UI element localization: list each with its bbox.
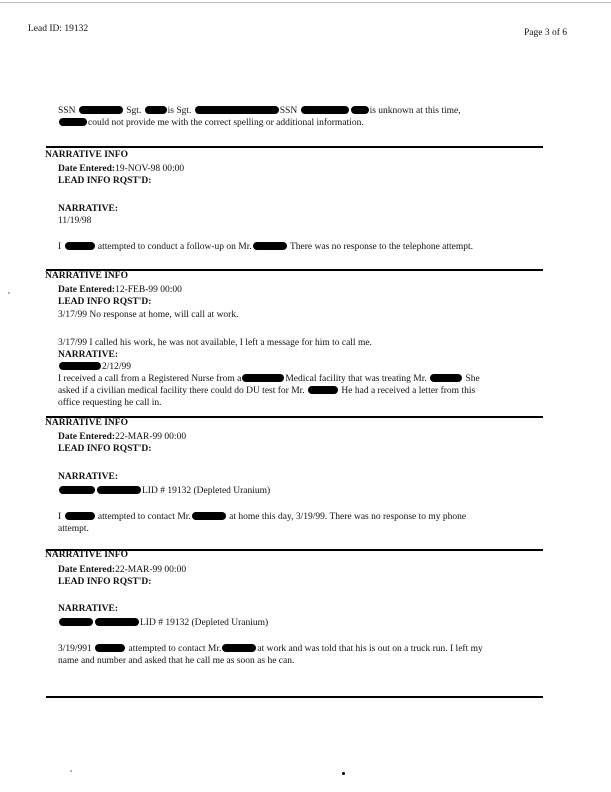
- body-text: She: [465, 374, 480, 384]
- lead-info-label: LEAD INFO RQST'D:: [58, 176, 152, 186]
- body-text: 3/19/991: [58, 644, 92, 654]
- intro-line-1: [58, 106, 461, 117]
- redaction: [222, 644, 256, 652]
- narrative-body: [58, 644, 483, 655]
- is-sgt-text: is Sgt.: [167, 106, 192, 116]
- narrative-date: 11/19/98: [58, 216, 92, 226]
- redaction: [301, 106, 349, 114]
- scan-dot: [342, 772, 345, 775]
- bottom-rule: [46, 696, 543, 698]
- narrative-body: [58, 374, 480, 385]
- page-number: Page 3 of 6: [524, 28, 568, 38]
- top-scan-rule: [0, 2, 611, 3]
- lid-text: LID # 19132 (Depleted Uranium): [140, 618, 269, 628]
- date-entered-label: Date Entered:: [58, 164, 116, 174]
- lid-line: [58, 486, 270, 497]
- narrative-body: 3/17/99 I called his work, he was not available, I left a message for him to call me.: [58, 338, 372, 348]
- date-entered-value: 19-NOV-98 00:00: [115, 164, 185, 174]
- narrative-label: NARRATIVE:: [58, 350, 118, 360]
- date-entered-value: 22-MAR-99 00:00: [115, 432, 187, 442]
- narrative-body: attempt.: [58, 524, 89, 534]
- date-entered-label: Date Entered:: [58, 432, 116, 442]
- redaction: [192, 512, 226, 520]
- narrative-date: [58, 362, 131, 373]
- redaction: [95, 644, 125, 652]
- body-text: Medical facility that was treating Mr.: [285, 374, 427, 384]
- date-entered-label: Date Entered:: [58, 285, 116, 295]
- body-text: He had a received a letter from this: [341, 386, 476, 396]
- date-entered-label: Date Entered:: [58, 565, 116, 575]
- section-heading: NARRATIVE INFO: [45, 550, 128, 560]
- ssn-label: SSN: [58, 106, 76, 116]
- scan-speck: [8, 292, 10, 294]
- redaction: [79, 106, 123, 114]
- redaction: [145, 106, 167, 114]
- redaction: [253, 242, 287, 250]
- redaction: [308, 386, 338, 394]
- date-text: 2/12/99: [102, 362, 132, 372]
- body-text: I: [58, 242, 62, 252]
- redaction: [59, 618, 93, 626]
- ssn-label-2: SSN: [279, 106, 298, 116]
- body-text: asked if a civilian medical facility there could do DU test for Mr.: [58, 386, 305, 396]
- body-text: attempted to contact Mr.: [128, 644, 222, 654]
- lead-id: Lead ID: 19132: [28, 24, 89, 34]
- date-entered-value: 12-FEB-99 00:00: [115, 285, 182, 295]
- lead-info-label: LEAD INFO RQST'D:: [58, 444, 152, 454]
- intro-line-2: [58, 118, 364, 129]
- lead-info-label: LEAD INFO RQST'D:: [58, 577, 152, 587]
- body-text: I received a call from a Registered Nurse from a: [58, 374, 242, 384]
- redaction: [95, 618, 139, 626]
- redaction: [65, 242, 95, 250]
- body-text: at home this day, 3/19/99. There was no response to my phone: [229, 512, 467, 522]
- section-rule: [46, 146, 543, 148]
- narrative-body: [58, 512, 466, 523]
- body-text: at work and was told that his is out on a truck run. I left my: [257, 644, 483, 654]
- body-text: attempted to conduct a follow-up on Mr.: [97, 242, 252, 252]
- lid-line: [58, 618, 268, 629]
- lid-text: LID # 19132 (Depleted Uranium): [142, 486, 271, 496]
- section-heading: NARRATIVE INFO: [45, 150, 128, 160]
- redaction: [59, 362, 101, 370]
- body-text: attempted to contact Mr.: [97, 512, 191, 522]
- narrative-label: NARRATIVE:: [58, 204, 118, 214]
- section-heading: NARRATIVE INFO: [45, 418, 128, 428]
- body-text: I: [58, 512, 62, 522]
- narrative-body: office requesting he call in.: [58, 398, 162, 408]
- narrative-label: NARRATIVE:: [58, 604, 118, 614]
- date-entered-value: 22-MAR-99 00:00: [115, 565, 187, 575]
- redaction: [242, 374, 284, 382]
- lead-info-label: LEAD INFO RQST'D:: [58, 297, 152, 307]
- date-entered-line: [58, 164, 184, 175]
- narrative-body: [58, 386, 475, 397]
- date-entered-line: [58, 432, 186, 443]
- unknown-text: is unknown at this time,: [369, 106, 461, 116]
- redaction: [351, 106, 369, 114]
- section-heading: NARRATIVE INFO: [45, 271, 128, 281]
- redaction: [65, 512, 95, 520]
- redaction: [430, 374, 462, 382]
- narrative-body: 3/17/99 No response at home, will call at work.: [58, 310, 239, 320]
- scan-speck: [70, 770, 72, 772]
- redaction: [97, 486, 141, 494]
- redaction: [59, 486, 95, 494]
- date-entered-line: [58, 565, 186, 576]
- narrative-body: name and number and asked that he call me as soon as he can.: [58, 656, 295, 666]
- could-not-text: could not provide me with the correct spelling or additional information.: [88, 118, 364, 128]
- narrative-label: NARRATIVE:: [58, 472, 118, 482]
- body-text: There was no response to the telephone attempt.: [289, 242, 474, 252]
- sgt-label: Sgt.: [126, 106, 142, 116]
- redaction: [59, 118, 87, 126]
- redaction: [195, 106, 279, 114]
- date-entered-line: [58, 285, 182, 296]
- narrative-body: [58, 242, 473, 253]
